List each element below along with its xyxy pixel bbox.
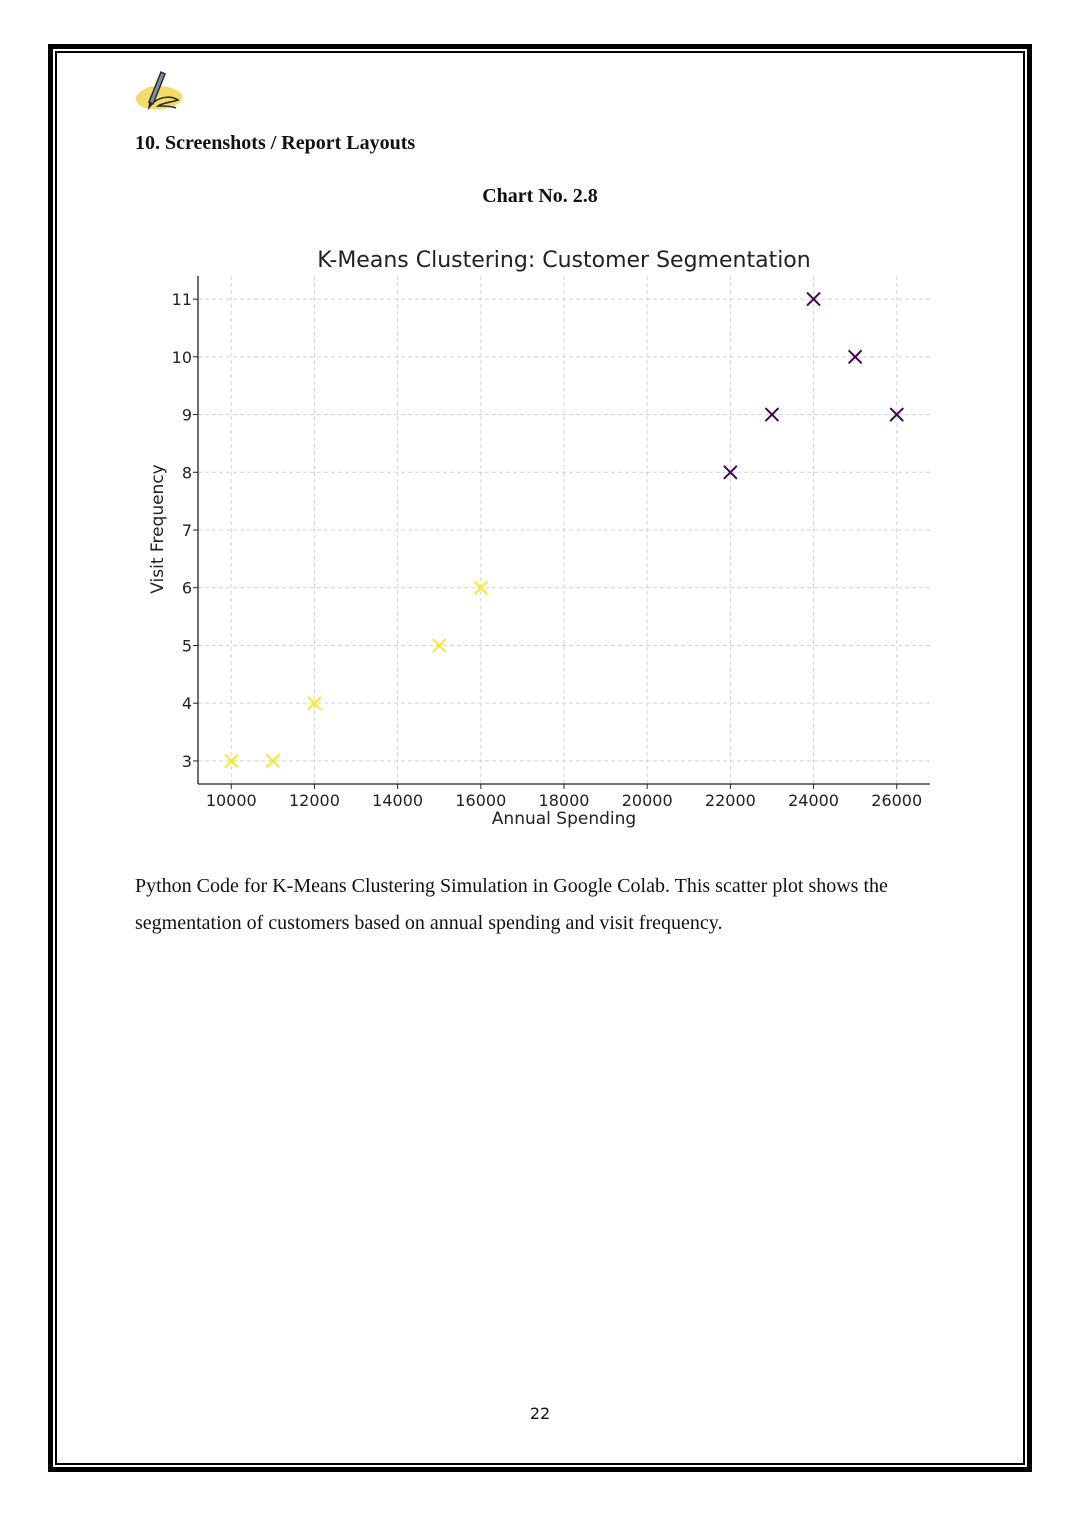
y-tick-label: 11 [171,290,192,310]
x-tick-label: 22000 [704,791,756,810]
x-tick-label: 12000 [289,791,340,810]
x-tick-label: 26000 [871,791,923,810]
pen-writing-icon [132,68,188,118]
y-tick-label: 10 [171,347,192,367]
x-tick-label: 10000 [205,791,257,810]
y-tick-label: 5 [181,636,192,656]
y-axis-label: Visit Frequency [148,464,168,594]
x-tick-label: 20000 [621,791,673,810]
x-tick-label: 16000 [455,791,507,810]
y-tick-label: 7 [181,521,192,540]
x-axis-label: Annual Spending [491,809,637,829]
y-tick-label: 8 [181,463,192,483]
x-tick-label: 24000 [788,791,839,810]
section-heading: 10. Screenshots / Report Layouts [135,132,416,154]
chart-title: K-Means Clustering: Customer Segmentation [317,248,811,273]
y-tick-label: 4 [181,694,192,714]
y-tick-label: 6 [181,578,192,598]
chart-description: Python Code for K-Means Clustering Simulation in Google Colab. This scatter plot shows the segmentation of customers based on annual spending and visit frequency. [135,875,888,934]
x-tick-label: 18000 [538,791,590,810]
x-tick-label: 14000 [372,791,424,810]
grid-lines [198,276,930,784]
y-tick-label: 9 [181,405,192,425]
page-number: 22 [529,1404,551,1423]
chart-caption: Chart No. 2.8 [482,185,598,207]
scatter-chart [140,236,940,836]
tick-labels [172,290,923,810]
y-tick-label: 3 [181,751,192,771]
